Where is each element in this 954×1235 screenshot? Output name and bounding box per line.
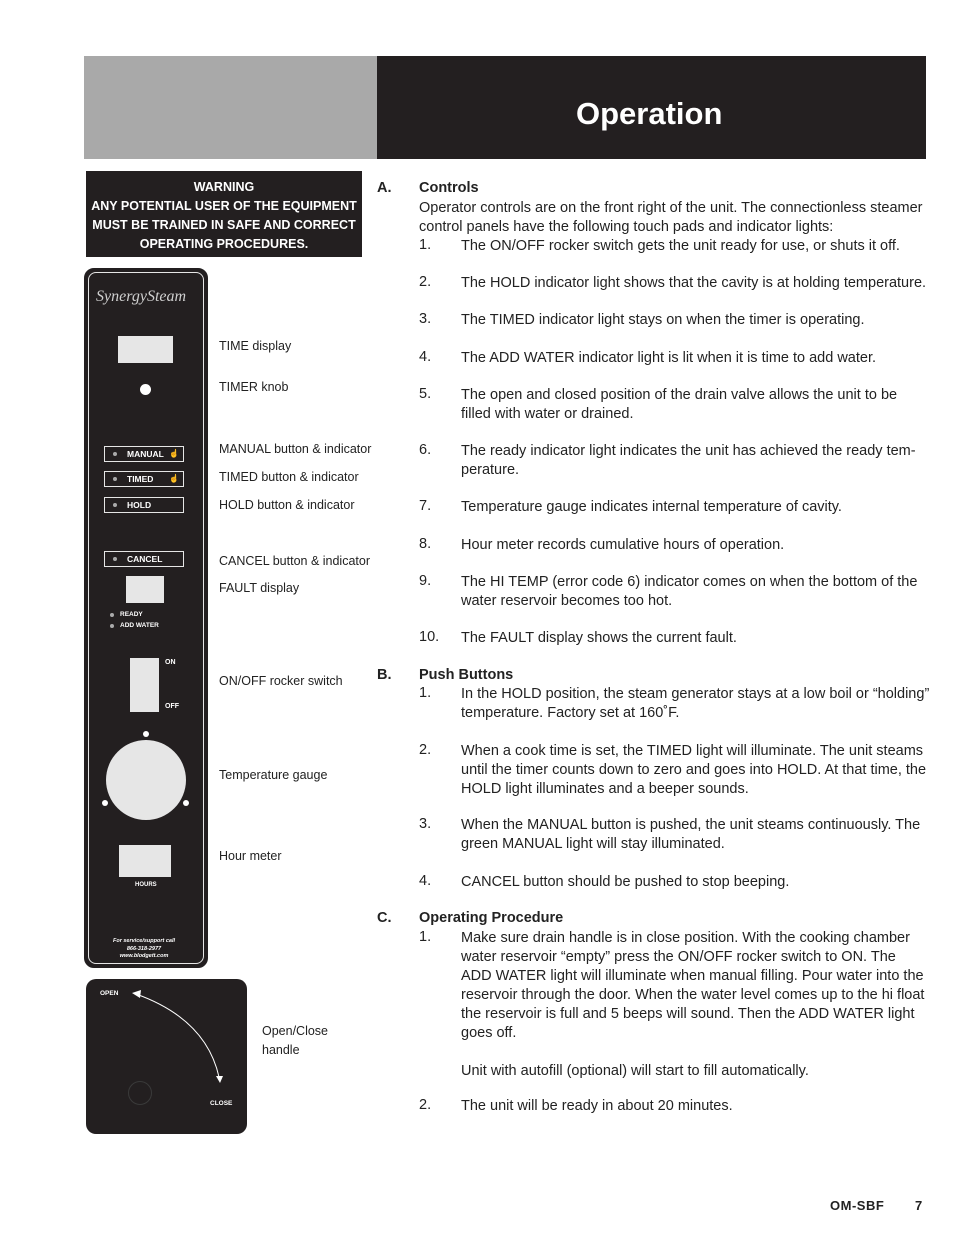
hour-meter [119,845,171,877]
brand-logo: SynergySteam [96,288,187,305]
manual-button-label: MANUAL [127,449,164,459]
label-time-display: TIME display [219,339,292,353]
service-info: For service/support call 866-318-2977 www.blodgett.com [112,938,176,959]
list-item-line: until the timer counts down to zero and goes into HOLD. At that time, the [461,762,927,778]
list-item-number: 1. [419,685,432,701]
list-item-line: Temperature gauge indicates internal temperature of cavity. [461,499,842,515]
list-item-number: 10. [419,629,440,645]
list-item-number: 6. [419,442,432,458]
list-item-line: In the HOLD position, the steam generator stays at a low boil or “holding” [461,686,930,702]
hours-label: HOURS [135,882,157,888]
handle-open-label: OPEN [100,990,119,997]
list-item-line: The TIMED indicator light stays on when the timer is operating. [461,312,865,328]
label-gauge: Temperature gauge [219,768,328,782]
page-title: Operation [576,96,723,131]
time-display [118,336,173,363]
page-number: 7 [915,1198,923,1213]
list-item-number: 4. [419,349,432,365]
section-title: Operating Procedure [419,910,564,926]
section-letter: A. [377,180,392,196]
timed-button-label: TIMED [127,474,154,484]
list-item-number: 3. [419,816,432,832]
hand-icon: ☝ [169,474,179,483]
timer-knob [140,384,151,395]
list-item-line: Hour meter records cumulative hours of operation. [461,537,785,553]
list-item-line: The open and closed position of the drain valve allows the unit to be [461,387,898,403]
switch-off-label: OFF [165,703,179,710]
list-item-line: When a cook time is set, the TIMED light will illuminate. The unit steams [461,743,924,759]
gauge-mark [183,800,189,806]
rotation-arrow-icon [86,979,247,1134]
add-water-indicator: ADD WATER [110,622,159,629]
list-item-line: the reservoir is full and 5 beeps will sound. Then the ADD WATER light [461,1006,915,1022]
on-off-rocker-switch [130,658,159,712]
ready-indicator: READY [110,611,143,618]
warning-line: MUST BE TRAINED IN SAFE AND CORRECT [92,218,356,232]
list-item-line: Make sure drain handle is in close position. With the cooking chamber [461,930,910,946]
cancel-button-label: CANCEL [127,554,163,564]
temperature-gauge [106,740,186,820]
gauge-mark [102,800,108,806]
header-grey-band [84,56,377,159]
fault-display [126,576,164,603]
list-item-number: 1. [419,237,432,253]
list-item-number: 7. [419,498,432,514]
hold-button-label: HOLD [127,500,152,510]
list-item-line: water reservoir becomes too hot. [461,593,673,609]
list-item-line: The HI TEMP (error code 6) indicator comes on when the bottom of the [461,574,918,590]
handle-pivot [128,1081,152,1105]
list-item-number: 2. [419,274,432,290]
list-item-number: 4. [419,873,432,889]
gauge-mark [143,731,149,737]
list-item-number: 5. [419,386,432,402]
section-title: Push Buttons [419,667,514,683]
list-item-line: green MANUAL light will stay illuminated. [461,836,725,852]
list-item-number: 2. [419,1097,432,1113]
section-letter: B. [377,667,392,683]
list-item-line: CANCEL button should be pushed to stop beeping. [461,874,790,890]
handle-close-label: CLOSE [210,1100,233,1107]
section-intro-line: control panels have the following touch pads and indicator lights: [419,219,834,235]
list-item-line: ADD WATER light will illuminate when manual filling. Pour water into the [461,968,924,984]
list-item-line: The ready indicator light indicates the unit has achieved the ready tem- [461,443,916,459]
drain-handle-illustration [86,979,247,1134]
warning-line: ANY POTENTIAL USER OF THE EQUIPMENT [91,199,357,213]
list-item-line: Unit with autofill (optional) will start to fill automatically. [461,1063,809,1079]
list-item-number: 2. [419,742,432,758]
manual-button [104,446,184,462]
warning-line: OPERATING PROCEDURES. [139,237,309,251]
label-cancel: CANCEL button & indicator [219,554,371,568]
list-item-line: The ON/OFF rocker switch gets the unit ready for use, or shuts it off. [461,238,900,254]
switch-on-label: ON [165,659,176,666]
label-timer-knob: TIMER knob [219,380,289,394]
label-fault: FAULT display [219,581,300,595]
label-hold: HOLD button & indicator [219,498,355,512]
list-item-line: When the MANUAL button is pushed, the unit steams continuously. The [461,817,921,833]
label-manual: MANUAL button & indicator [219,442,372,456]
list-item-line: temperature. Factory set at 160˚F. [461,705,680,721]
label-handle-1: Open/Close [262,1024,329,1038]
cancel-button [104,551,184,567]
list-item-line: perature. [461,462,520,478]
label-rocker: ON/OFF rocker switch [219,674,343,688]
label-timed: TIMED button & indicator [219,470,359,484]
list-item-line: The FAULT display shows the current fault. [461,630,737,646]
hold-button [104,497,184,513]
warning-line: WARNING [193,180,255,194]
hand-icon: ☝ [169,449,179,458]
document-code: OM-SBF [830,1198,885,1213]
list-item-number: 8. [419,536,432,552]
list-item-line: water reservoir “empty” press the ON/OFF rocker switch to ON. The [461,949,896,965]
list-item-number: 1. [419,929,432,945]
warning-box [86,171,362,257]
list-item-number: 3. [419,311,432,327]
section-letter: C. [377,910,392,926]
list-item-line: filled with water or drained. [461,406,634,422]
section-title: Controls [419,180,479,196]
list-item-line: reservoir through the door. When the water level comes up to the hi float [461,987,925,1003]
list-item-line: The unit will be ready in about 20 minutes. [461,1098,733,1114]
header-dark-band [377,56,926,159]
label-hour-meter: Hour meter [219,849,282,863]
list-item-number: 9. [419,573,432,589]
label-handle-2: handle [262,1043,300,1057]
list-item-line: HOLD light illuminates and a beeper sounds. [461,781,749,797]
list-item-line: The ADD WATER indicator light is lit when it is time to add water. [461,350,877,366]
list-item-line: The HOLD indicator light shows that the cavity is at holding temperature. [461,275,927,291]
section-intro-line: Operator controls are on the front right of the unit. The connectionless steamer [419,200,923,216]
timed-button [104,471,184,487]
list-item-line: goes off. [461,1025,517,1041]
